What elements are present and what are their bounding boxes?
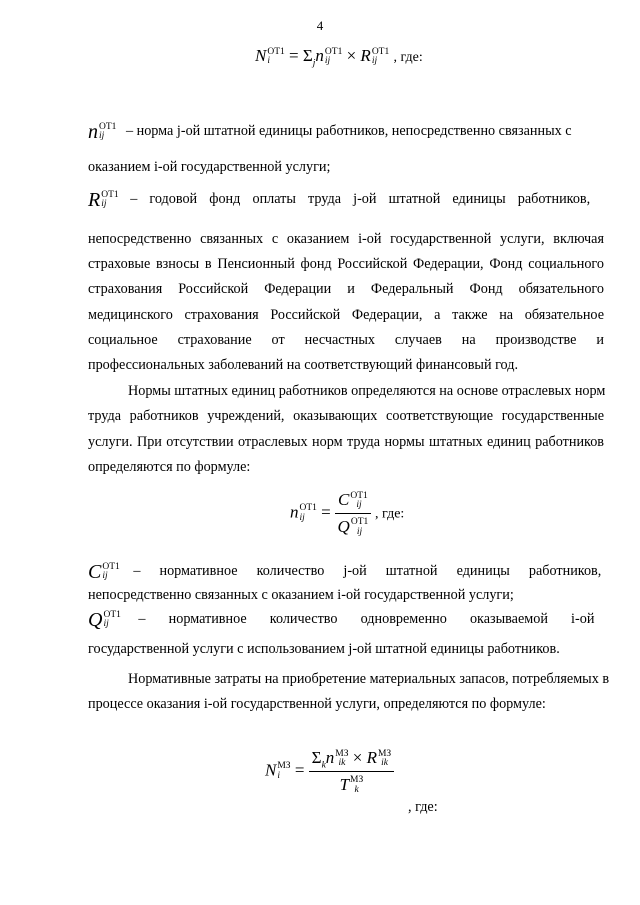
definition-r-line: медицинского страхования Российской Федерации, а также на обязательное — [88, 307, 604, 323]
definition-q: Q ОТ1 ij – нормативное количество одновременно оказываемой i-ой — [88, 609, 595, 631]
paragraph-norms-line: услуги. При отсутствии отраслевых норм труда нормы штатных единиц работников — [88, 434, 604, 450]
paragraph-mz-line: Нормативные затраты на приобретение материальных запасов, потребляемых в — [128, 671, 610, 687]
definition-c: C ОТ1 ij – нормативное количество j-ой штатной единицы работников, — [88, 561, 602, 583]
symbol-r: R ОТ1 ij — [88, 189, 119, 211]
definition-r-line: профессиональных заболеваний на соответствующий финансовый год. — [88, 357, 518, 373]
fraction: $\Sigma_kn$ МЗ ik × R МЗ ik T МЗ k — [309, 748, 395, 795]
formula-material-cost: N МЗ i = $\Sigma_kn$ МЗ ik × R МЗ ik T МЗ k — [265, 748, 394, 795]
symbol-c: C ОТ1 ij — [88, 561, 120, 583]
formula-where: , где: — [393, 50, 423, 65]
fraction: C ОТ1 ij Q ОТ1 ij — [335, 490, 371, 537]
formula-staff-norm: n ОТ1 ij = C ОТ1 ij Q ОТ1 ij , где: — [290, 490, 405, 537]
paragraph-norms-line: определяются по формуле: — [88, 459, 251, 475]
definition-r: R ОТ1 ij – годовой фонд оплаты труда j-ой штатной единицы работников, — [88, 189, 591, 211]
formula-where: , где: — [408, 799, 438, 815]
paragraph-norms-line: труда работников учреждений, оказывающих соответствующие государственные — [88, 408, 604, 424]
paragraph-norms-line: Нормы штатных единиц работников определяются на основе отраслевых норм — [128, 383, 606, 399]
symbol-q: Q ОТ1 ij — [88, 609, 121, 631]
symbol-n: n ОТ1 ij — [88, 121, 117, 143]
definition-r-line: страховые взносы в Пенсионный фонд Российской Федерации, Фонд социального — [88, 256, 604, 272]
page-number: 4 — [316, 18, 324, 33]
paragraph-mz-line: процессе оказания i-ой государственной услуги, определяются по формуле: — [88, 696, 546, 712]
definition-n: n ОТ1 ij – норма j-ой штатной единицы работников, непосредственно связанных с — [88, 121, 572, 143]
definition-c-cont: непосредственно связанных с оказанием i-ой государственной услуги; — [88, 587, 514, 603]
definition-q-cont: государственной услуги с использованием j-ой штатной единицы работников. — [88, 641, 560, 657]
definition-r-line: непосредственно связанных с оказанием i-ой государственной услуги, включая — [88, 231, 604, 247]
definition-r-line: социальное страхование от несчастных случаев на производстве и — [88, 332, 604, 348]
formula-labor-cost: N ОТ1 i = $\Sigma_jn$ ОТ1 ij × R ОТ1 ij , где: — [255, 46, 423, 69]
definition-r-line: страхования Российской Федерации и Федеральный Фонд обязательного — [88, 281, 604, 297]
definition-n-cont: оказанием i-ой государственной услуги; — [88, 159, 331, 175]
formula-where: , где: — [375, 506, 405, 522]
